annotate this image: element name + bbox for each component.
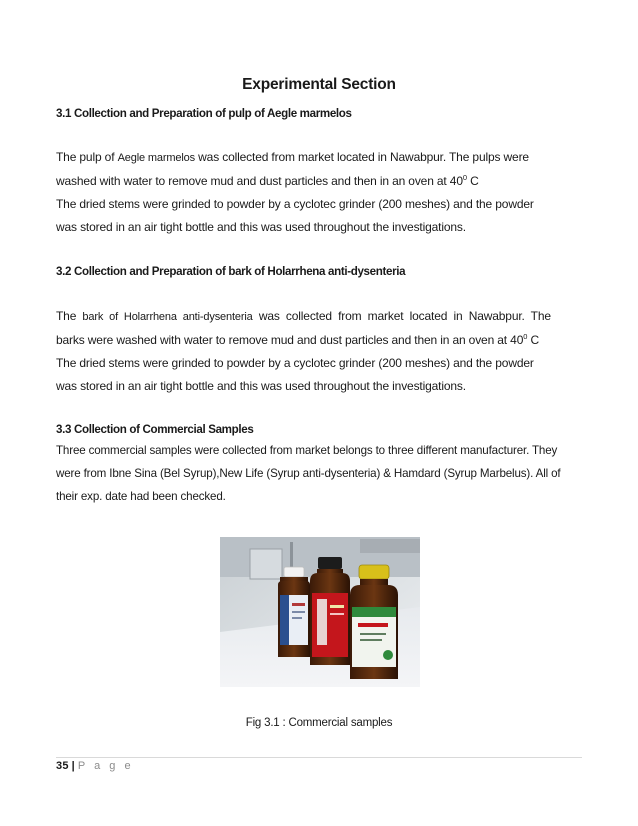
text-line: was stored in an air tight bottle and this was used throughout the investigations.	[56, 220, 466, 234]
text-line: barks were washed with water to remove mud and dust particles and then in an oven at $40^0$ C	[56, 332, 539, 347]
commercial-samples-photo	[220, 537, 420, 687]
section-3-1-body	[56, 146, 582, 239]
section-heading-3-2: 3.2 Collection and Preparation of bark of Holarrhena anti-dysenteria	[56, 265, 406, 278]
text-line: Three commercial samples were collected from market belongs to three different manufacturer. They	[56, 444, 558, 457]
footer-divider	[56, 757, 582, 758]
text-line: The dried stems were grinded to powder by a cyclotec grinder (200 meshes) and the powder	[56, 356, 534, 370]
section-3-3-body	[56, 439, 582, 508]
page-footer	[56, 760, 134, 772]
page-number: 35	[56, 760, 69, 772]
page-label: P a g e	[77, 760, 134, 772]
text-line: The dried stems were grinded to powder by a cyclotec grinder (200 meshes) and the powder	[56, 197, 534, 211]
text-line: washed with water to remove mud and dust particles and then in an oven at $40^0$ C	[56, 173, 479, 188]
text-line: The bark of Holarrhena anti-dysenteria was collected from market located in Nawabpur. The	[56, 309, 551, 323]
text-line: The pulp of Aegle marmelos was collected from market located in Nawabpur. The pulps were	[56, 150, 529, 164]
degree-superscript: 0	[462, 173, 467, 182]
section-heading-3-1: 3.1 Collection and Preparation of pulp of Aegle marmelos	[56, 107, 352, 120]
figure-caption: Fig 3.1 : Commercial samples	[245, 717, 393, 729]
degree-superscript: 0	[523, 332, 528, 341]
scientific-name: bark of Holarrhena anti-dysenteria	[82, 311, 253, 323]
page-title: Experimental Section	[242, 76, 396, 93]
footer-separator: |	[71, 760, 75, 772]
text-line: their exp. date had been checked.	[56, 490, 226, 503]
section-3-2-body	[56, 305, 582, 398]
scientific-name: Aegle marmelos	[117, 152, 195, 164]
section-heading-3-3: 3.3 Collection of Commercial Samples	[56, 423, 254, 436]
text-line: was stored in an air tight bottle and this was used throughout the investigations.	[56, 379, 466, 393]
text-line: were from Ibne Sina (Bel Syrup),New Life (Syrup anti-dysenteria) & Hamdard (Syrup Marbelus). All of	[56, 467, 561, 480]
